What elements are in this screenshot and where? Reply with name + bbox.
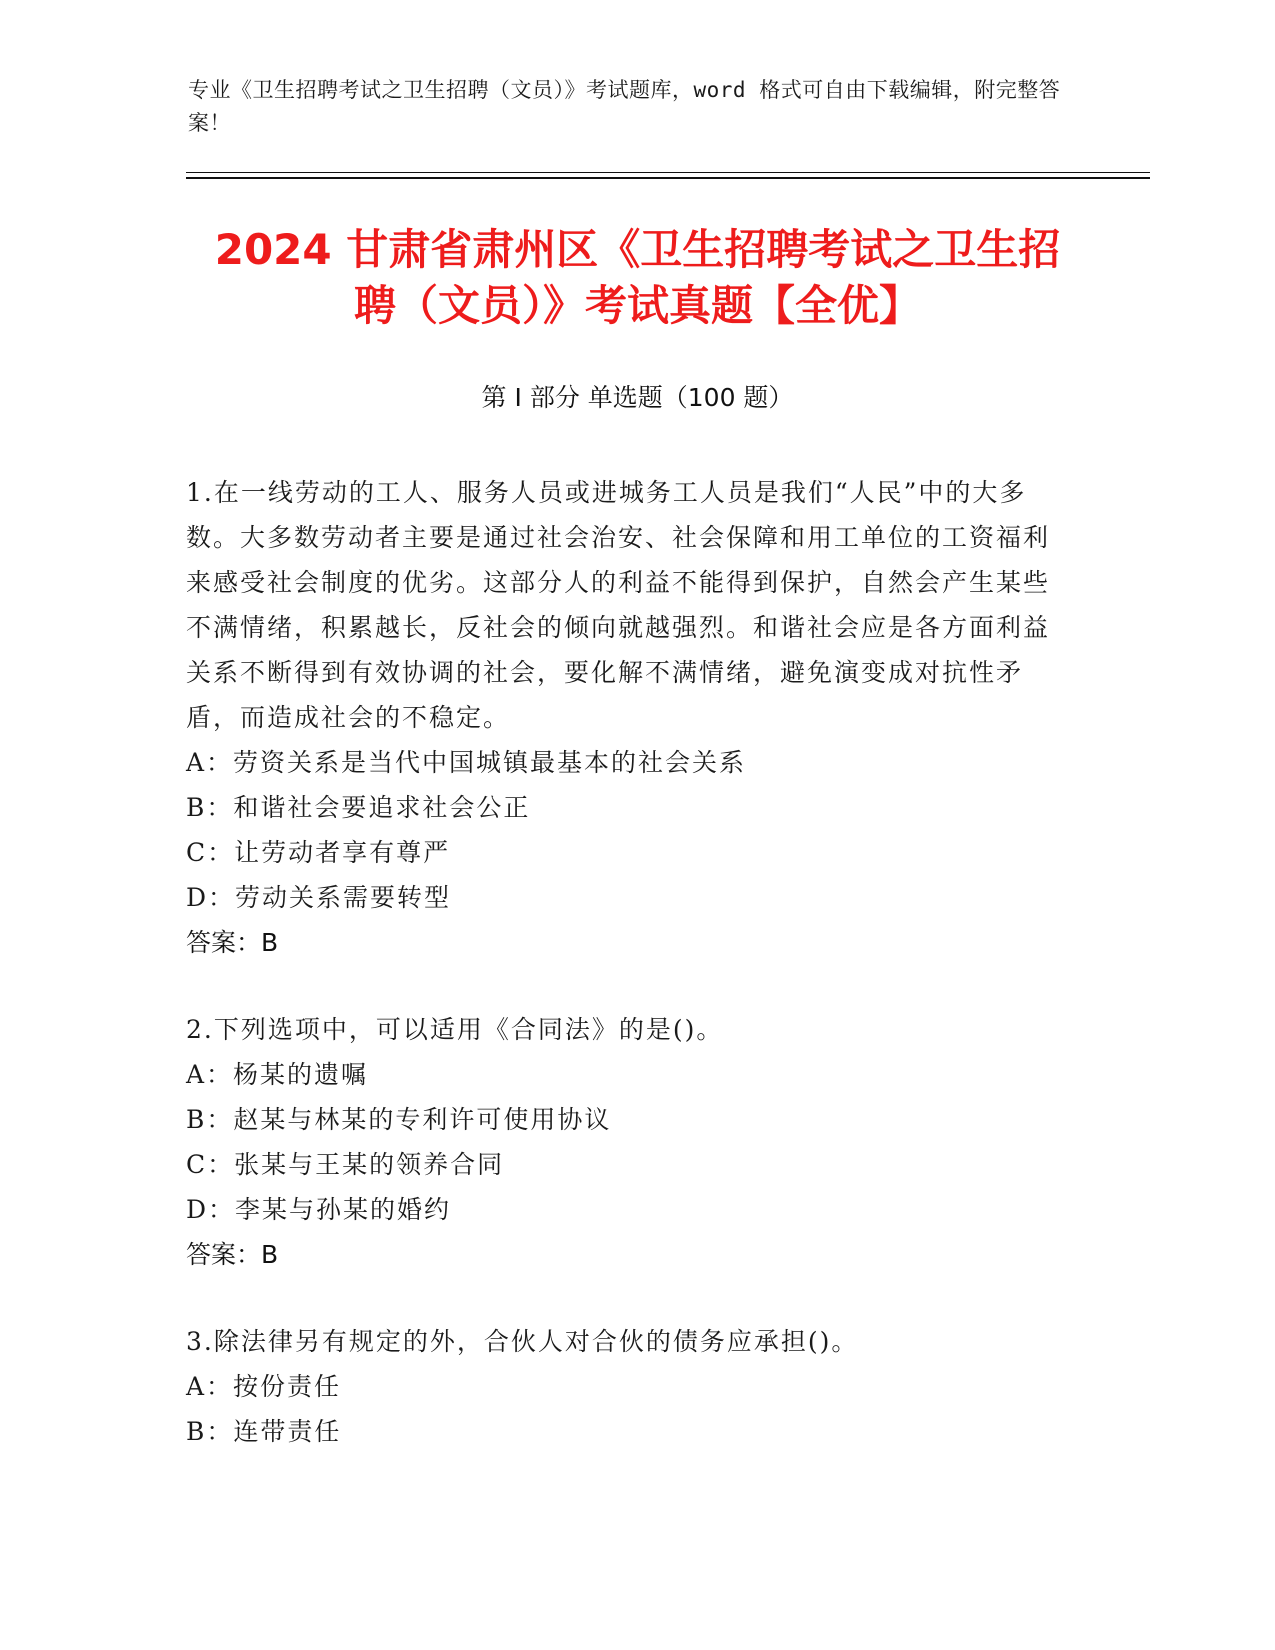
- option-a: A：按份责任: [186, 1372, 342, 1401]
- question-1: [186, 470, 1066, 965]
- answer: 答案：B: [186, 1240, 279, 1269]
- question-3: [186, 1319, 1066, 1454]
- question-stem: 1.在一线劳动的工人、服务人员或进城务工人员是我们“人民”中的大多数。大多数劳动者主要是通过社会治安、社会保障和用工单位的工资福利来感受社会制度的优劣。这部分人的利益不能得到保护，自然会产生某些不满情绪，积累越长，反社会的倾向就越强烈。和谐社会应是各方面利益关系不断得到有效协调的社会，要化解不满情绪，避免演变成对抗性矛盾，而造成社会的不稳定。: [186, 478, 1051, 732]
- question-stem: 3.除法律另有规定的外，合伙人对合伙的债务应承担()。: [186, 1327, 859, 1356]
- option-b: B：连带责任: [186, 1417, 342, 1446]
- question-stem: 2.下列选项中，可以适用《合同法》的是()。: [186, 1015, 724, 1044]
- option-d: D：李某与孙某的婚约: [186, 1195, 452, 1224]
- option-a: A：杨某的遗嘱: [186, 1060, 369, 1089]
- option-c: C：让劳动者享有尊严: [186, 838, 451, 867]
- option-b: B：赵某与林某的专利许可使用协议: [186, 1105, 612, 1134]
- header-divider-thick: [186, 177, 1150, 179]
- answer: 答案：B: [186, 928, 279, 957]
- question-list: [186, 470, 1066, 1496]
- header-note: 专业《卫生招聘考试之卫生招聘（文员）》考试题库，word 格式可自由下载编辑，附完整答案！: [188, 78, 1061, 135]
- header-divider-thin: [186, 172, 1150, 173]
- document-title: [150, 222, 1125, 334]
- title-line-1: 2024 甘肃省肃州区《卫生招聘考试之卫生招: [214, 225, 1061, 274]
- option-d: D：劳动关系需要转型: [186, 883, 452, 912]
- option-c: C：张某与王某的领养合同: [186, 1150, 505, 1179]
- question-2: [186, 1007, 1066, 1277]
- option-a: A：劳资关系是当代中国城镇最基本的社会关系: [186, 748, 747, 777]
- title-line-2: 聘（文员）》考试真题【全优】: [353, 281, 921, 330]
- option-b: B：和谐社会要追求社会公正: [186, 793, 531, 822]
- section-heading: 第 I 部分 单选题（100 题）: [481, 383, 794, 412]
